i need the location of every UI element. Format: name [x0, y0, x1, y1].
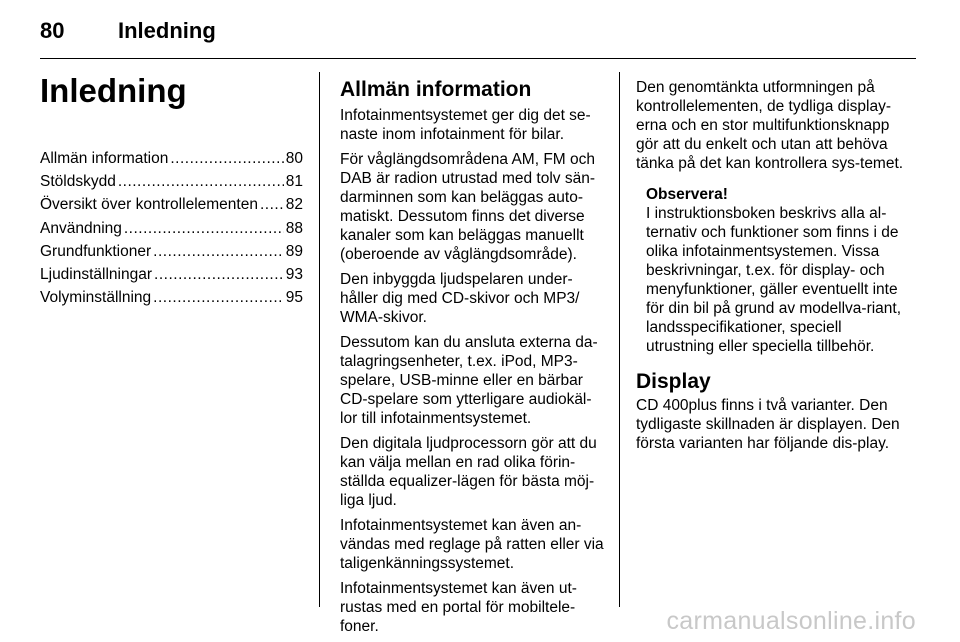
toc-label: Stöldskydd [40, 173, 116, 191]
toc-entry-oversikt[interactable] [40, 196, 303, 219]
section-title-display: Display [636, 370, 711, 393]
toc-page: 80 [285, 150, 303, 167]
toc-label: Ljudinställningar [40, 265, 153, 283]
running-title: Inledning [118, 18, 216, 43]
page-number: 80 [40, 18, 65, 43]
paragraph: Infotainmentsystemet kan även ut-rustas med en portal för mobiltele-foner. [340, 580, 577, 635]
column-divider-1 [319, 72, 320, 607]
note-title: Observera! [646, 186, 728, 203]
toc-entry-allman-information[interactable] [40, 150, 303, 173]
toc-leader [124, 220, 284, 238]
toc-leader [170, 150, 283, 168]
toc-entry-volyminstallning[interactable] [40, 289, 303, 312]
paragraph: Den genomtänkta utformningen på kontrollelementen, de tydliga display-erna och en stor multifunktionsknapp gör att du enkelt och utan att behöva tänka på det kan kontrollera sys-temet. [636, 79, 904, 172]
toc-page: 95 [285, 289, 303, 307]
toc-label: Allmän information [40, 150, 169, 167]
note-box [646, 185, 908, 356]
chapter-title: Inledning [40, 72, 187, 109]
toc-page: 82 [285, 196, 303, 214]
toc-entry-anvandning[interactable] [40, 220, 303, 243]
paragraph: Infotainmentsystemet ger dig det se-naste inom infotainment för bilar. [340, 107, 591, 143]
toc-entry-ljudinstallningar[interactable] [40, 266, 303, 289]
header-rule [40, 58, 916, 59]
toc-leader [153, 289, 284, 307]
section-title-general: Allmän information [340, 78, 532, 101]
paragraph: CD 400plus finns i två varianter. Den tydligaste skillnaden är displayen. Den första varianten har följande dis-play. [636, 397, 900, 452]
paragraph: Den digitala ljudprocessorn gör att du kan välja mellan en rad olika förin-ställda equalizer-lägen för bästa möj-liga ljud. [340, 435, 597, 509]
toc-label: Volyminställning [40, 289, 152, 307]
toc-entry-grundfunktioner[interactable] [40, 243, 303, 266]
toc-leader [118, 173, 284, 191]
toc-leader [260, 196, 284, 214]
toc-entry-stoldskydd[interactable] [40, 173, 303, 196]
toc-page: 81 [285, 173, 303, 191]
paragraph: Den inbyggda ljudspelaren under-håller dig med CD-skivor och MP3/ WMA-skivor. [340, 271, 580, 326]
paragraph: För våglängdsområdena AM, FM och DAB är radion utrustad med tolv sän-darminnen som kan beläggas auto-matiskt. Dessutom finns det diverse kanaler som kan beläggas manuellt (oberoende av våglängdsområde). [340, 151, 596, 263]
toc-label: Användning [40, 219, 122, 237]
toc-page: 89 [285, 242, 303, 260]
column-right [636, 78, 908, 459]
column-divider-2 [619, 72, 620, 607]
table-of-contents [40, 150, 303, 312]
toc-label: Översikt över kontrollelementen [40, 196, 258, 214]
note-text: I instruktionsboken beskrivs alla al-ternativ och funktioner som finns i de olika infotainmentsystemen. Vissa beskrivningar, t.ex. för display- och menyfunktioner, gäller eventuellt inte för din bil på grund av modellva-riant, landsspecifikationer, speciell utrustning eller speciella tillbehör. [646, 205, 902, 355]
toc-leader [153, 243, 284, 261]
watermark: carmanualsonline.info [666, 607, 916, 635]
toc-label: Grundfunktioner [40, 242, 152, 260]
paragraph: Dessutom kan du ansluta externa da-talagringsenheter, t.ex. iPod, MP3-spelare, USB-minne eller en bärbar CD-spelare som ytterligare audiokäl-lor till infotainmentsystemet. [340, 334, 598, 427]
column-general-information [340, 78, 608, 642]
toc-leader [154, 266, 284, 284]
paragraph: Infotainmentsystemet kan även an-vändas med reglage på ratten eller via taligenkänningssystemet. [340, 517, 604, 572]
toc-page: 93 [285, 265, 303, 283]
toc-page: 88 [285, 219, 303, 237]
